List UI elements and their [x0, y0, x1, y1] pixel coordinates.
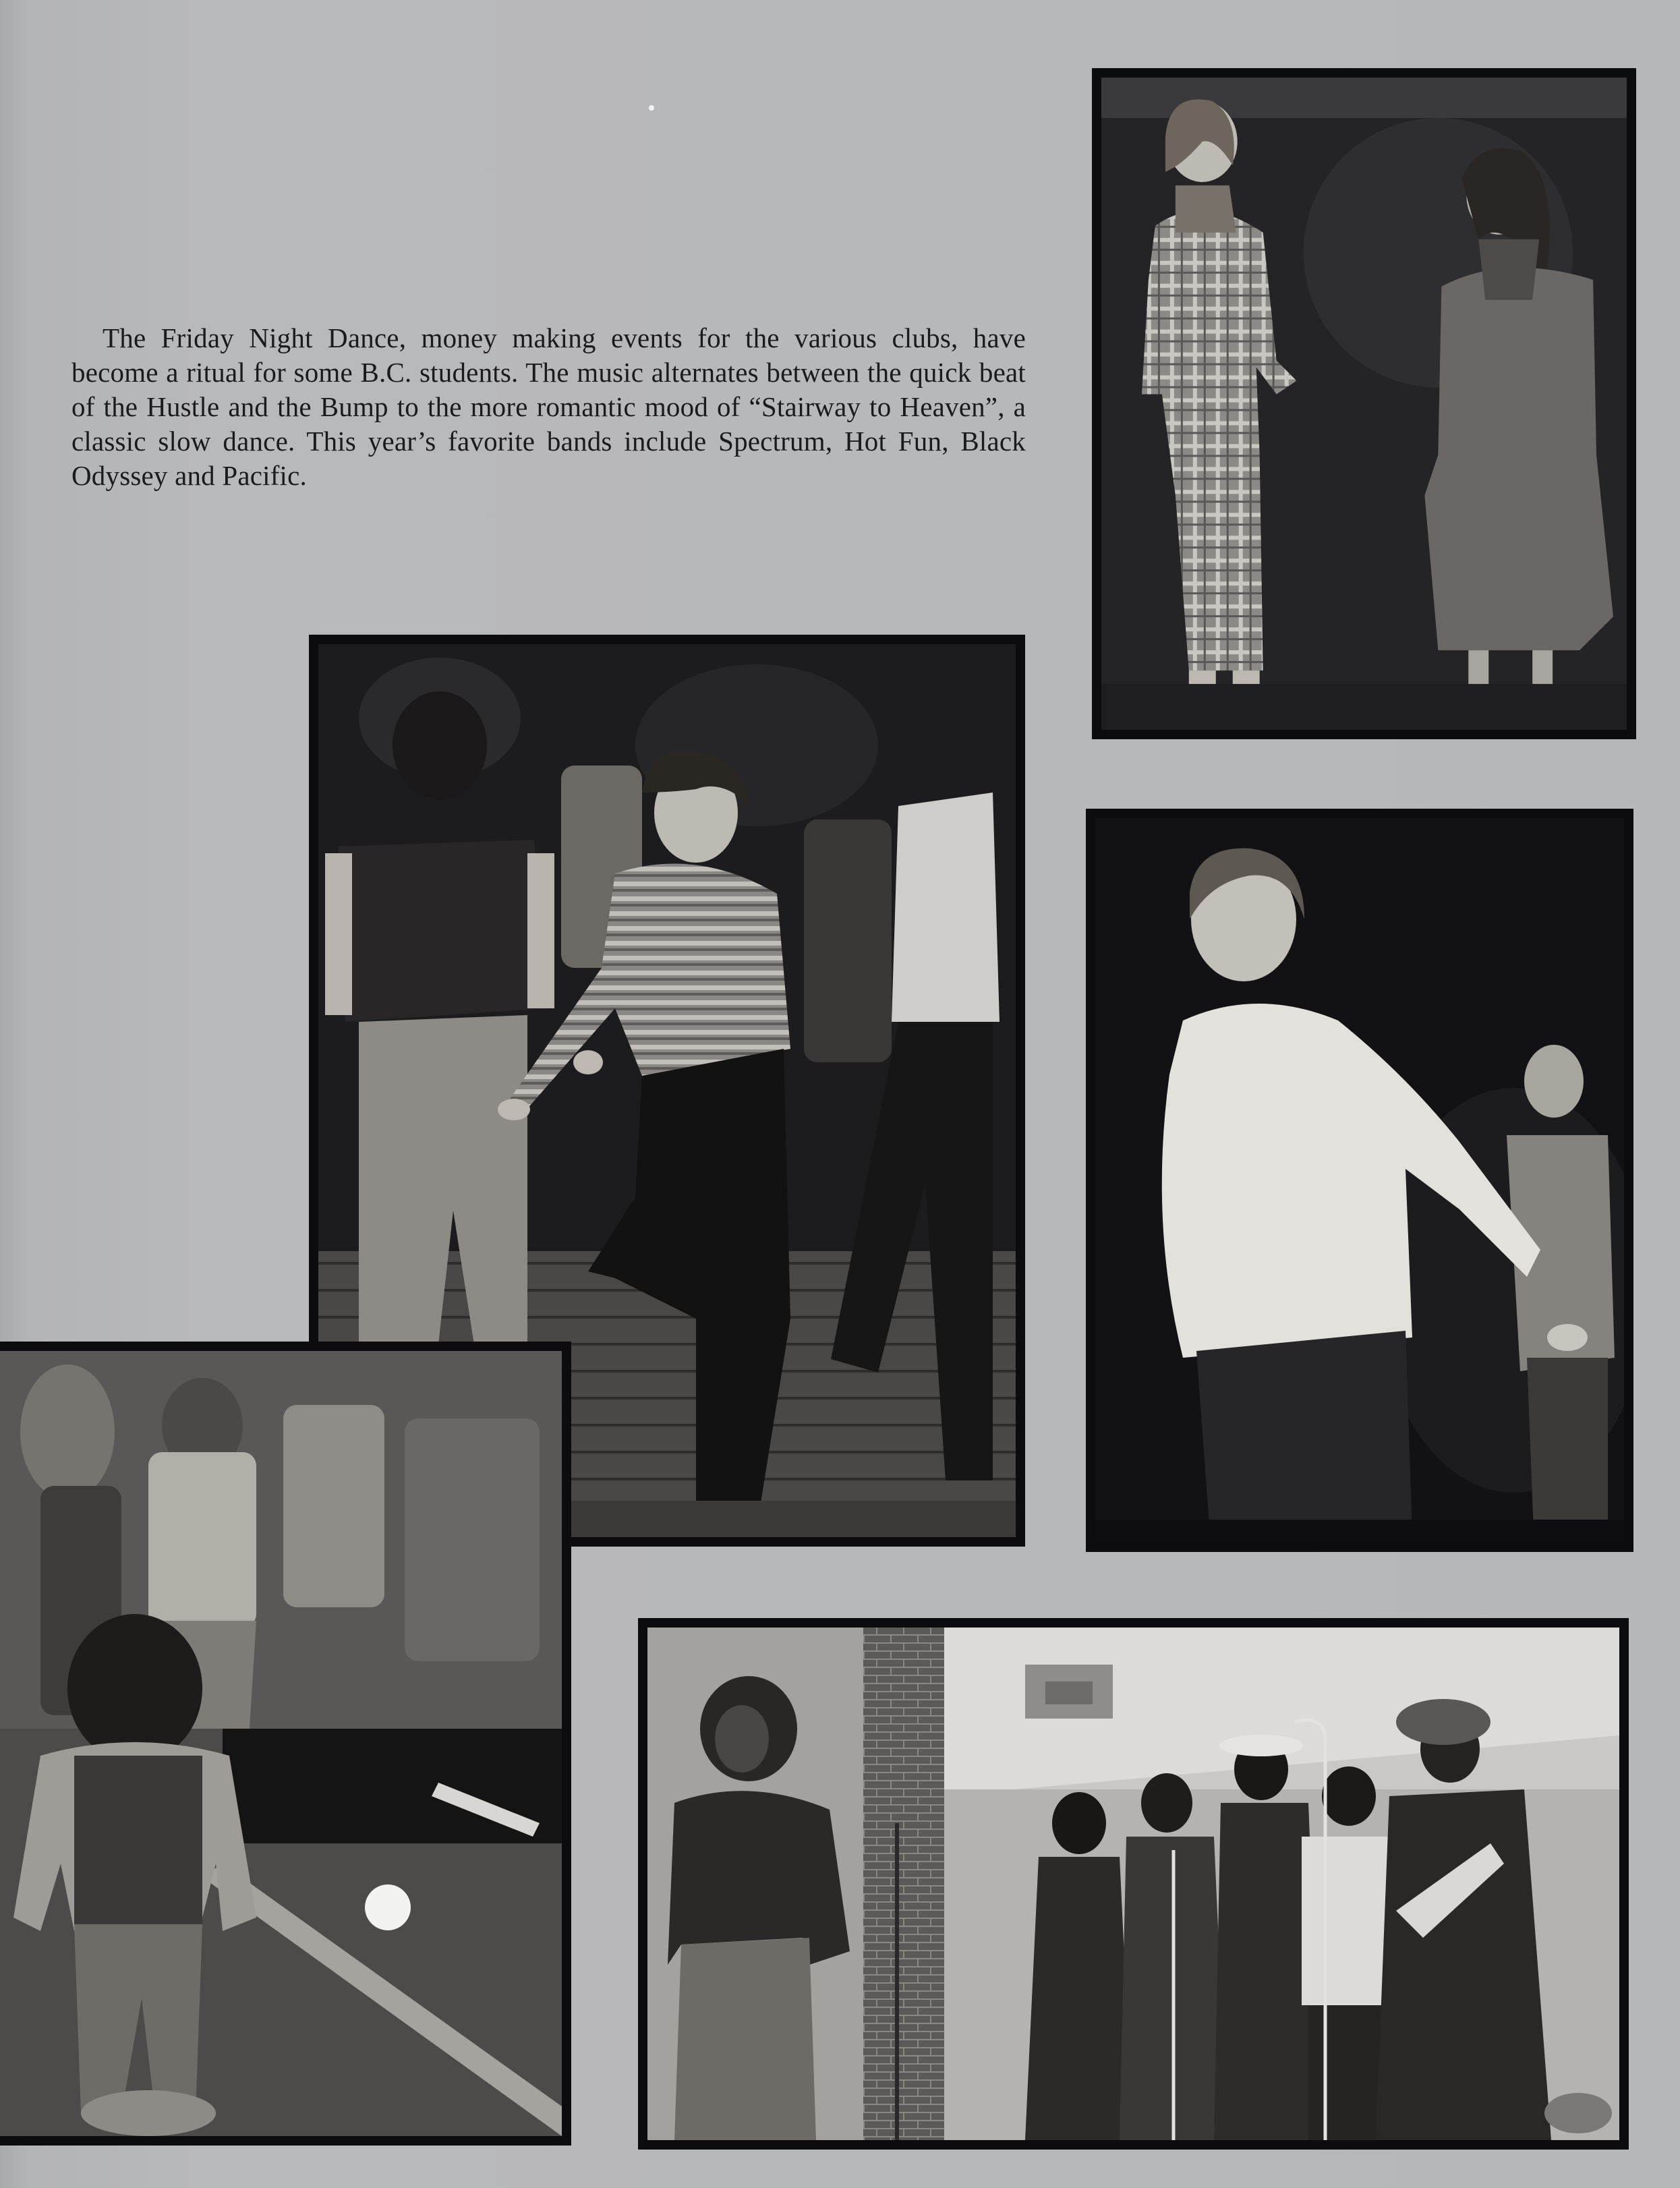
page-speck [649, 105, 654, 111]
photo-girl-white-sweater [1086, 809, 1633, 1552]
photo-band-on-stage [638, 1618, 1629, 2150]
two-dancers-image [1101, 78, 1627, 730]
single-dancer-image [1095, 818, 1624, 1543]
photo-crowd-guitarist [0, 1342, 571, 2146]
band-image [647, 1628, 1619, 2140]
photo-two-girls-dancing [1092, 68, 1636, 739]
crowd-guitarist-image [0, 1351, 562, 2136]
dance-caption: The Friday Night Dance, money making events for the various clubs, have become a ritual for some B.C. students. The music alternates between the quick beat of the Hustle and the Bump to the more romantic mood of “Stairway to Heaven”, a classic slow dance. This year’s favorite bands include Spectrum, Hot Fun, Black Odyssey and Pacific. [71, 322, 1026, 491]
